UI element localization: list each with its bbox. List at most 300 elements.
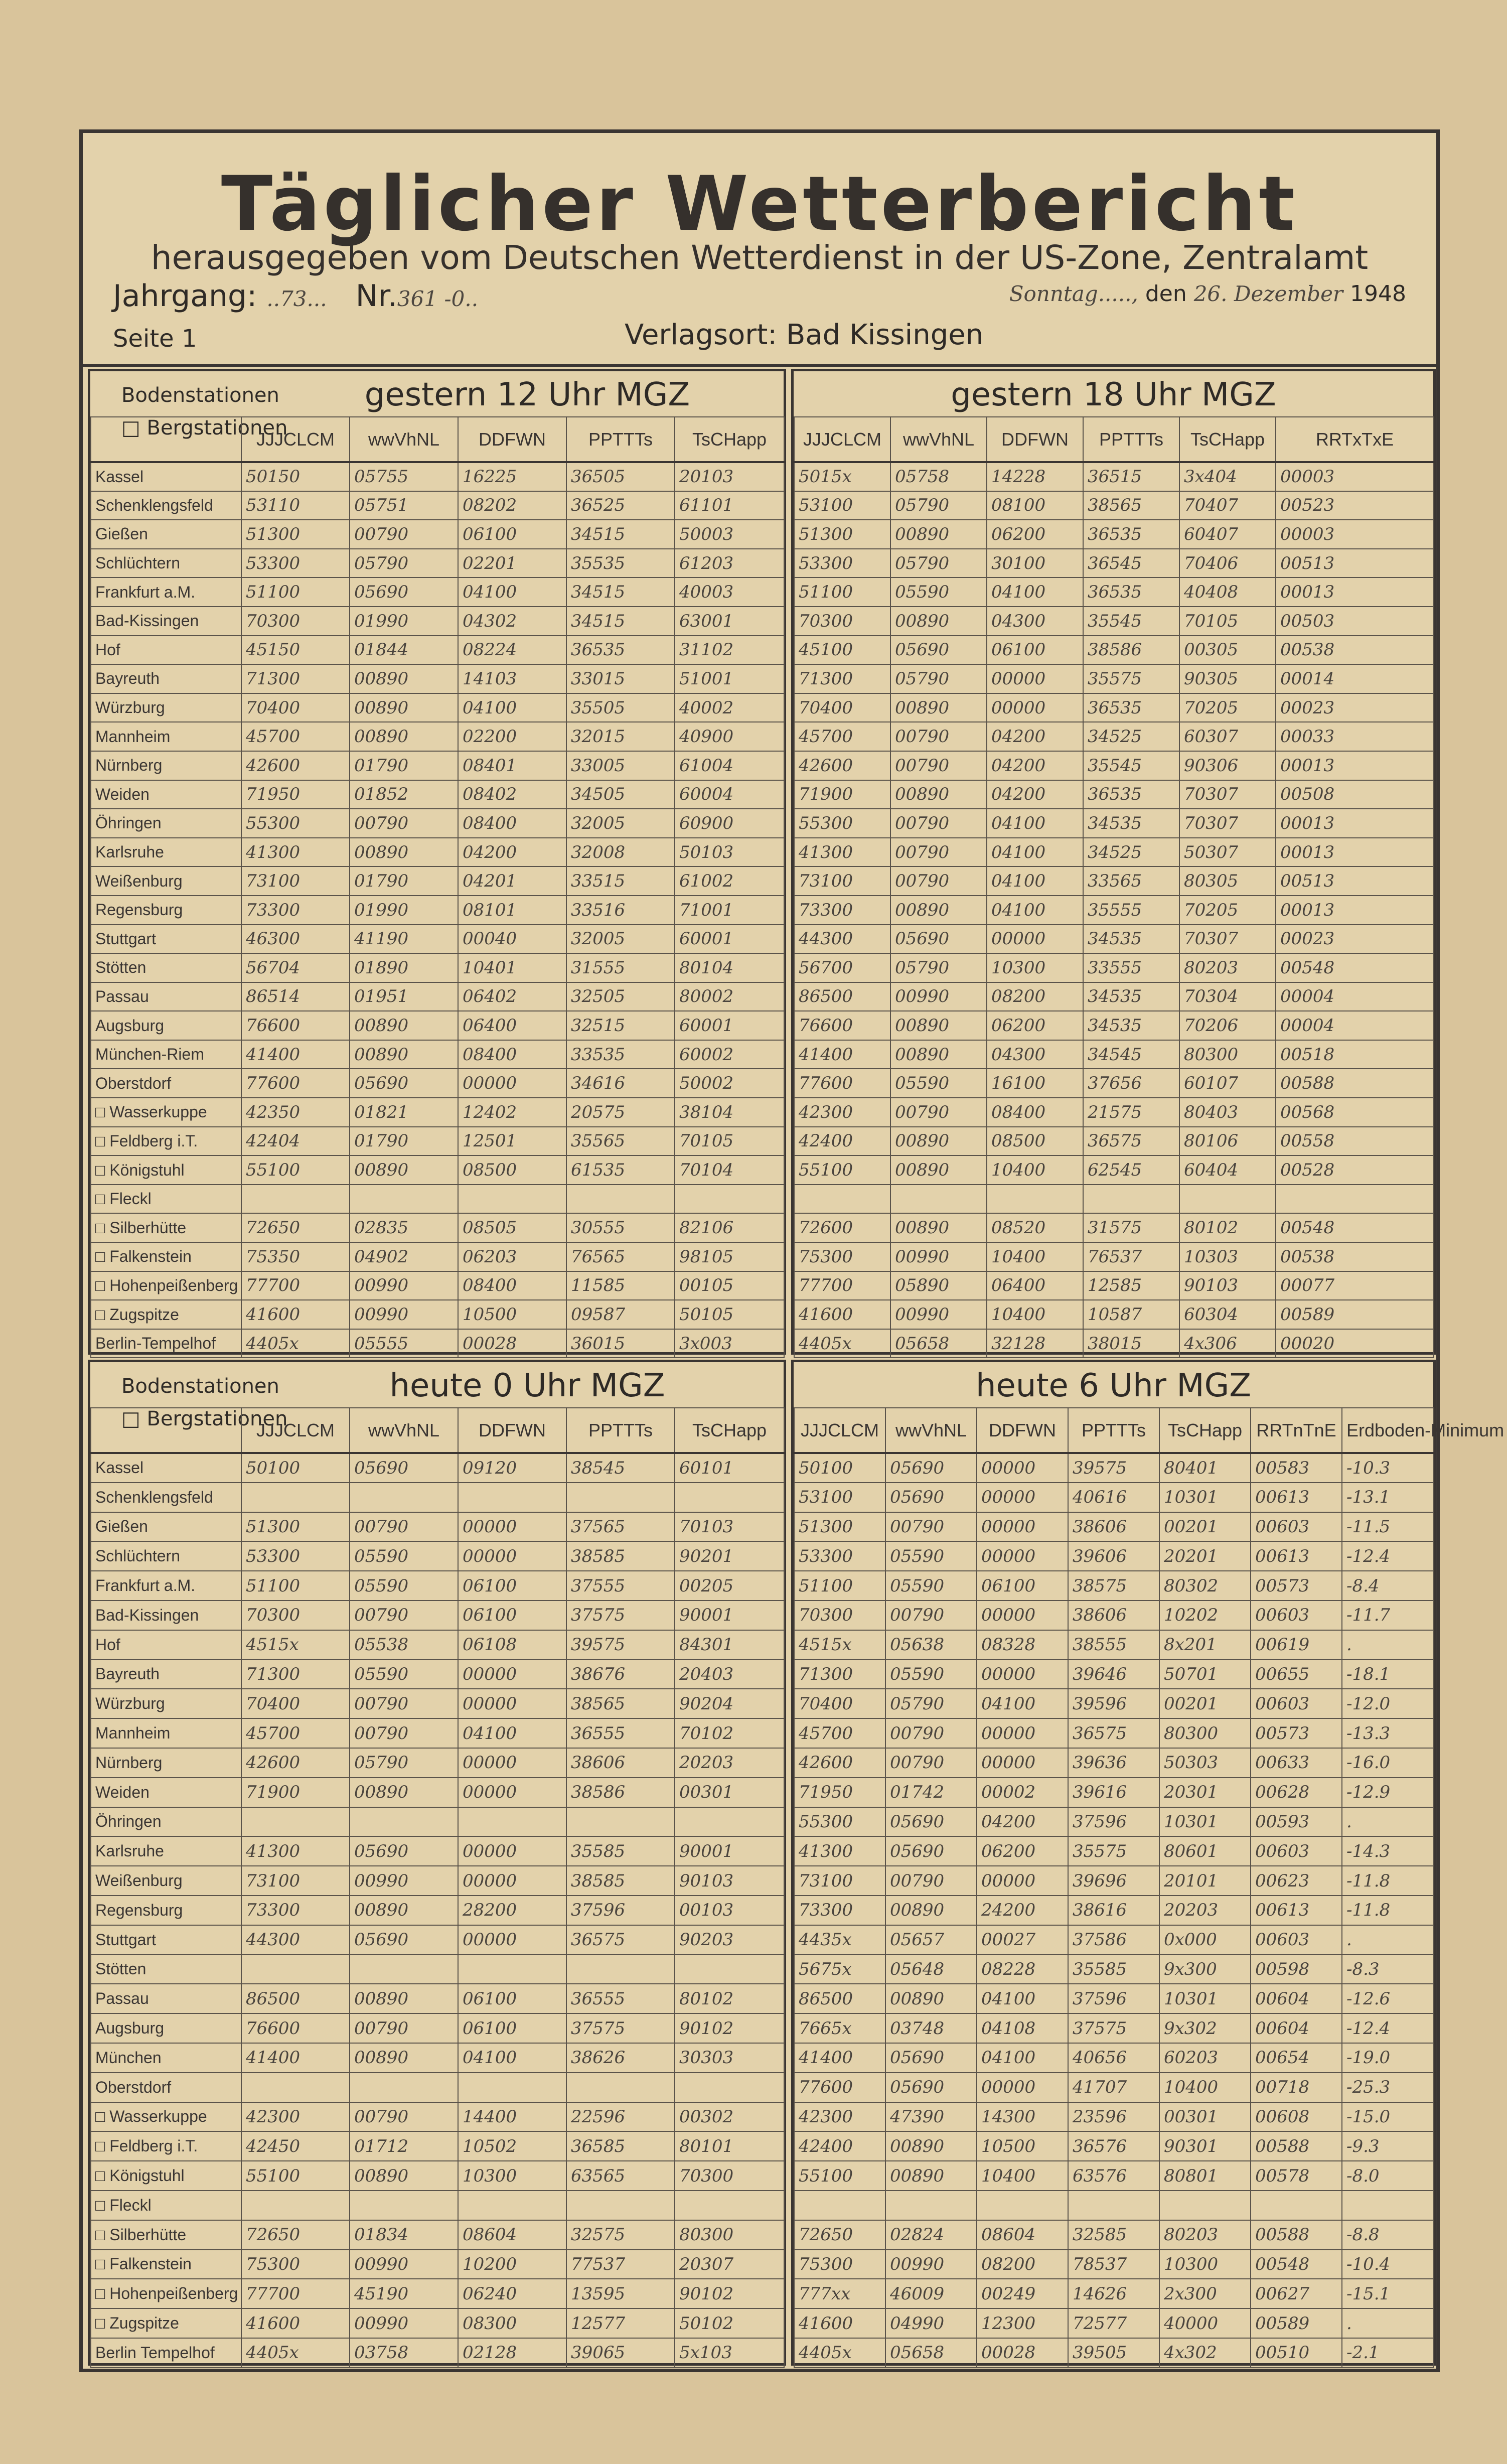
data-cell: 00603 bbox=[1251, 1836, 1342, 1866]
data-cell: -11.8 bbox=[1342, 1896, 1434, 1925]
data-cell: 5015x bbox=[794, 462, 890, 491]
table-row bbox=[794, 1541, 1434, 1571]
data-cell: 31555 bbox=[566, 953, 675, 982]
data-cell: 32005 bbox=[566, 925, 675, 954]
data-cell: 00027 bbox=[977, 1925, 1068, 1955]
data-cell: 40616 bbox=[1068, 1483, 1159, 1512]
data-cell: 05790 bbox=[890, 491, 987, 520]
data-cell: 70407 bbox=[1179, 491, 1276, 520]
jahrgang-line bbox=[113, 278, 478, 314]
data-cell: 22596 bbox=[566, 2102, 675, 2132]
station-header-cell bbox=[91, 417, 241, 462]
table-row bbox=[794, 722, 1434, 751]
table-row bbox=[91, 2191, 784, 2220]
data-cell: 10300 bbox=[458, 2161, 566, 2191]
data-cell: 06100 bbox=[987, 636, 1083, 665]
data-cell: 61004 bbox=[675, 751, 784, 780]
table-row bbox=[794, 1127, 1434, 1156]
data-cell: 08520 bbox=[987, 1213, 1083, 1242]
data-cell: 45700 bbox=[241, 722, 350, 751]
data-cell: 01852 bbox=[350, 780, 458, 809]
data-cell: 53100 bbox=[794, 1483, 885, 1512]
data-cell: 00023 bbox=[1276, 693, 1434, 722]
station-name: Bad-Kissingen bbox=[91, 607, 241, 636]
table-row bbox=[91, 1836, 784, 1866]
data-cell bbox=[987, 1185, 1083, 1214]
data-cell: -15.1 bbox=[1342, 2279, 1434, 2308]
table-row bbox=[794, 1069, 1434, 1098]
data-cell: 00790 bbox=[885, 1748, 977, 1778]
data-cell: 00000 bbox=[977, 1483, 1068, 1512]
data-cell: 05790 bbox=[350, 549, 458, 578]
data-cell: 00077 bbox=[1276, 1271, 1434, 1300]
data-cell: 41400 bbox=[241, 2043, 350, 2073]
data-cell: 5x103 bbox=[675, 2338, 784, 2368]
data-cell bbox=[1159, 2191, 1251, 2220]
data-cell: 10401 bbox=[458, 953, 566, 982]
table-row bbox=[794, 1630, 1434, 1660]
station-name: □ Königstuhl bbox=[91, 1155, 241, 1185]
data-cell bbox=[1179, 1185, 1276, 1214]
data-cell: 50103 bbox=[675, 838, 784, 867]
data-cell: -12.9 bbox=[1342, 1778, 1434, 1807]
data-cell bbox=[350, 2191, 458, 2220]
data-cell: 09120 bbox=[458, 1453, 566, 1483]
table-row bbox=[91, 636, 784, 665]
data-cell: 03748 bbox=[885, 2013, 977, 2043]
data-cell: 00890 bbox=[350, 1778, 458, 1807]
table-row bbox=[91, 2308, 784, 2338]
data-cell: 36575 bbox=[1068, 1718, 1159, 1748]
data-cell: -9.3 bbox=[1342, 2131, 1434, 2161]
data-cell: 53100 bbox=[794, 491, 890, 520]
data-cell: 04100 bbox=[987, 577, 1083, 607]
station-name: Öhringen bbox=[91, 809, 241, 838]
data-cell: 05690 bbox=[885, 2073, 977, 2102]
data-cell: 34616 bbox=[566, 1069, 675, 1098]
data-cell: 42350 bbox=[241, 1098, 350, 1127]
data-cell: 45700 bbox=[794, 1718, 885, 1748]
data-cell: 00890 bbox=[890, 1213, 987, 1242]
data-cell: 36585 bbox=[566, 2131, 675, 2161]
data-cell: 3x404 bbox=[1179, 462, 1276, 491]
data-cell: 36575 bbox=[1083, 1127, 1179, 1156]
data-cell: 34535 bbox=[1083, 925, 1179, 954]
data-cell: 37586 bbox=[1068, 1925, 1159, 1955]
data-cell: 08402 bbox=[458, 780, 566, 809]
table-row bbox=[794, 491, 1434, 520]
table-row bbox=[794, 982, 1434, 1011]
data-cell: 42400 bbox=[794, 1127, 890, 1156]
table-row bbox=[91, 2338, 784, 2368]
table-row bbox=[91, 1483, 784, 1512]
data-cell: 05690 bbox=[890, 925, 987, 954]
data-cell: 37596 bbox=[1068, 1984, 1159, 2013]
data-cell: 41300 bbox=[794, 838, 890, 867]
data-cell: 70105 bbox=[675, 1127, 784, 1156]
data-cell: 20403 bbox=[675, 1660, 784, 1689]
station-name: Weißenburg bbox=[91, 866, 241, 896]
data-cell: 56700 bbox=[794, 953, 890, 982]
table-row bbox=[91, 953, 784, 982]
data-cell: 41600 bbox=[241, 1300, 350, 1329]
station-name: Regensburg bbox=[91, 896, 241, 925]
year-value: 1948 bbox=[1350, 281, 1406, 307]
data-cell: 06100 bbox=[458, 1601, 566, 1630]
data-cell: 61101 bbox=[675, 491, 784, 520]
data-cell: 70307 bbox=[1179, 925, 1276, 954]
data-cell: 75300 bbox=[794, 2250, 885, 2279]
data-cell: 08500 bbox=[987, 1127, 1083, 1156]
data-cell bbox=[890, 1185, 987, 1214]
data-cell: 34535 bbox=[1083, 982, 1179, 1011]
data-cell: -25.3 bbox=[1342, 2073, 1434, 2102]
data-cell: 36535 bbox=[1083, 693, 1179, 722]
data-cell: 00990 bbox=[350, 1271, 458, 1300]
data-cell: 36576 bbox=[1068, 2131, 1159, 2161]
data-cell: 50701 bbox=[1159, 1660, 1251, 1689]
data-cell: 5675x bbox=[794, 1955, 885, 1984]
data-cell: 60304 bbox=[1179, 1300, 1276, 1329]
data-cell: 60002 bbox=[675, 1040, 784, 1069]
data-cell: 00603 bbox=[1251, 1512, 1342, 1542]
data-cell: 04990 bbox=[885, 2308, 977, 2338]
data-cell: 00249 bbox=[977, 2279, 1068, 2308]
table-row bbox=[91, 1896, 784, 1925]
data-cell: 08500 bbox=[458, 1155, 566, 1185]
data-cell: -8.8 bbox=[1342, 2220, 1434, 2250]
data-cell bbox=[458, 1483, 566, 1512]
data-cell: 90102 bbox=[675, 2013, 784, 2043]
data-cell: 05590 bbox=[350, 1571, 458, 1601]
data-cell: 00890 bbox=[350, 2161, 458, 2191]
data-cell: 04108 bbox=[977, 2013, 1068, 2043]
data-cell: 84301 bbox=[675, 1630, 784, 1660]
data-cell: 70300 bbox=[675, 2161, 784, 2191]
data-cell: 37575 bbox=[566, 2013, 675, 2043]
data-cell: 63576 bbox=[1068, 2161, 1159, 2191]
data-cell: 44300 bbox=[241, 1925, 350, 1955]
data-cell: 32585 bbox=[1068, 2220, 1159, 2250]
data-cell: 60101 bbox=[675, 1453, 784, 1483]
data-cell: -11.8 bbox=[1342, 1866, 1434, 1896]
table-row bbox=[794, 809, 1434, 838]
data-cell: 05690 bbox=[350, 1925, 458, 1955]
data-cell: 42400 bbox=[794, 2131, 885, 2161]
data-cell: 10400 bbox=[987, 1242, 1083, 1271]
date-line bbox=[1009, 281, 1406, 307]
data-cell: 00790 bbox=[350, 1512, 458, 1542]
data-cell: 42300 bbox=[241, 2102, 350, 2132]
table-row bbox=[91, 1984, 784, 2013]
table-row bbox=[794, 896, 1434, 925]
data-cell: 00538 bbox=[1276, 636, 1434, 665]
station-name: Schenklengsfeld bbox=[91, 491, 241, 520]
data-cell: 00790 bbox=[885, 1718, 977, 1748]
data-cell: 76600 bbox=[241, 2013, 350, 2043]
data-cell: 00990 bbox=[350, 2308, 458, 2338]
station-name: Regensburg bbox=[91, 1896, 241, 1925]
data-cell: 00890 bbox=[890, 693, 987, 722]
station-name: Passau bbox=[91, 1984, 241, 2013]
data-cell: -8.3 bbox=[1342, 1955, 1434, 1984]
data-cell: 70205 bbox=[1179, 896, 1276, 925]
data-cell: 36505 bbox=[566, 462, 675, 491]
data-cell: 20201 bbox=[1159, 1541, 1251, 1571]
table-row bbox=[794, 1213, 1434, 1242]
data-cell: 37596 bbox=[1068, 1807, 1159, 1837]
data-cell: 41600 bbox=[794, 2308, 885, 2338]
report-title: Täglicher Wetterbericht bbox=[221, 161, 1298, 248]
data-cell: 39065 bbox=[566, 2338, 675, 2368]
data-cell: 00583 bbox=[1251, 1453, 1342, 1483]
table-gestern-12 bbox=[90, 416, 785, 1358]
data-cell: 00205 bbox=[675, 1571, 784, 1601]
data-cell: 00503 bbox=[1276, 607, 1434, 636]
table-row bbox=[91, 1748, 784, 1778]
data-cell: 00604 bbox=[1251, 1984, 1342, 2013]
data-cell: 00000 bbox=[987, 693, 1083, 722]
data-cell: 72650 bbox=[241, 1213, 350, 1242]
data-cell: 42300 bbox=[794, 1098, 890, 1127]
data-cell: 00013 bbox=[1276, 751, 1434, 780]
data-cell: 37575 bbox=[566, 1601, 675, 1630]
data-cell: 34535 bbox=[1083, 1011, 1179, 1040]
data-cell: 00000 bbox=[458, 1866, 566, 1896]
data-cell: 30303 bbox=[675, 2043, 784, 2073]
data-cell: 04902 bbox=[350, 1242, 458, 1271]
data-cell: 80801 bbox=[1159, 2161, 1251, 2191]
data-cell: 55100 bbox=[794, 1155, 890, 1185]
panel-title-gestern-12: gestern 12 Uhr MGZ bbox=[364, 376, 690, 413]
data-cell: 73100 bbox=[794, 1866, 885, 1896]
data-cell: 38676 bbox=[566, 1660, 675, 1689]
data-cell: 77600 bbox=[794, 1069, 890, 1098]
data-cell: 90103 bbox=[675, 1866, 784, 1896]
data-cell: 70300 bbox=[241, 1601, 350, 1630]
data-cell: 11585 bbox=[566, 1271, 675, 1300]
table-row bbox=[91, 607, 784, 636]
data-cell: 70104 bbox=[675, 1155, 784, 1185]
data-cell: 98105 bbox=[675, 1242, 784, 1271]
table-row bbox=[794, 1040, 1434, 1069]
table-row bbox=[91, 866, 784, 896]
data-cell: 70103 bbox=[675, 1512, 784, 1542]
data-cell: 00890 bbox=[890, 607, 987, 636]
data-cell: 08100 bbox=[987, 491, 1083, 520]
data-cell: 08400 bbox=[458, 809, 566, 838]
data-cell: 70102 bbox=[675, 1718, 784, 1748]
table-row bbox=[794, 1718, 1434, 1748]
data-cell bbox=[566, 1955, 675, 1984]
data-cell: 80300 bbox=[675, 2220, 784, 2250]
data-cell: 00588 bbox=[1251, 2131, 1342, 2161]
station-name: Frankfurt a.M. bbox=[91, 1571, 241, 1601]
column-header: TsCHapp bbox=[675, 417, 784, 462]
data-cell: 00604 bbox=[1251, 2013, 1342, 2043]
data-cell bbox=[885, 2191, 977, 2220]
data-cell: 04100 bbox=[987, 896, 1083, 925]
data-cell: 71300 bbox=[241, 664, 350, 693]
data-cell bbox=[675, 1483, 784, 1512]
station-name: Stuttgart bbox=[91, 1925, 241, 1955]
data-cell: 71001 bbox=[675, 896, 784, 925]
data-cell: 78537 bbox=[1068, 2250, 1159, 2279]
data-cell: 08228 bbox=[977, 1955, 1068, 1984]
panel-title-gestern-18: gestern 18 Uhr MGZ bbox=[951, 376, 1276, 413]
data-cell: 00603 bbox=[1251, 1601, 1342, 1630]
data-cell: 20101 bbox=[1159, 1866, 1251, 1896]
data-cell: 70300 bbox=[794, 607, 890, 636]
table-row bbox=[91, 1040, 784, 1069]
data-cell: 70400 bbox=[241, 1689, 350, 1718]
data-cell: 50150 bbox=[241, 462, 350, 491]
data-cell: 90301 bbox=[1159, 2131, 1251, 2161]
data-cell: 05590 bbox=[350, 1660, 458, 1689]
data-cell: 10301 bbox=[1159, 1483, 1251, 1512]
table-row bbox=[91, 809, 784, 838]
data-cell: 06100 bbox=[458, 1571, 566, 1601]
data-cell: 61203 bbox=[675, 549, 784, 578]
weather-report-sheet bbox=[79, 129, 1504, 2372]
bodenstationen-label: Bodenstationen bbox=[121, 384, 279, 407]
data-cell: 00790 bbox=[890, 809, 987, 838]
data-cell: 41300 bbox=[241, 1836, 350, 1866]
data-cell: 60107 bbox=[1179, 1069, 1276, 1098]
table-row bbox=[91, 2043, 784, 2073]
data-cell: 04100 bbox=[458, 2043, 566, 2073]
data-cell: 90306 bbox=[1179, 751, 1276, 780]
data-cell: 00890 bbox=[890, 1040, 987, 1069]
data-cell: 05755 bbox=[350, 462, 458, 491]
data-cell: 00890 bbox=[350, 1896, 458, 1925]
table-row bbox=[794, 664, 1434, 693]
data-cell: 32015 bbox=[566, 722, 675, 751]
jahrgang-label: Jahrgang: bbox=[113, 278, 257, 314]
station-name: Mannheim bbox=[91, 1718, 241, 1748]
data-cell: 35555 bbox=[1083, 896, 1179, 925]
table-row bbox=[794, 1778, 1434, 1807]
data-cell: . bbox=[1342, 2308, 1434, 2338]
data-cell: 00790 bbox=[350, 809, 458, 838]
data-cell: 38586 bbox=[566, 1778, 675, 1807]
data-cell: 4435x bbox=[794, 1925, 885, 1955]
table-row bbox=[794, 1660, 1434, 1689]
data-cell: 63565 bbox=[566, 2161, 675, 2191]
data-cell: 00003 bbox=[1276, 520, 1434, 549]
data-cell: 23596 bbox=[1068, 2102, 1159, 2132]
data-cell: 04300 bbox=[987, 607, 1083, 636]
table-row bbox=[794, 1689, 1434, 1718]
table-row bbox=[91, 780, 784, 809]
bodenstationen-label-lower: Bodenstationen bbox=[121, 1375, 279, 1398]
data-cell: 00004 bbox=[1276, 1011, 1434, 1040]
data-cell: 42600 bbox=[794, 751, 890, 780]
data-cell: 05590 bbox=[350, 1541, 458, 1571]
data-cell: 10200 bbox=[458, 2250, 566, 2279]
data-cell: 00990 bbox=[890, 1242, 987, 1271]
column-header: PPTTTs bbox=[1068, 1408, 1159, 1453]
data-cell: 39606 bbox=[1068, 1541, 1159, 1571]
data-cell: 05690 bbox=[885, 1836, 977, 1866]
data-cell: 00890 bbox=[885, 1984, 977, 2013]
data-cell: 9x302 bbox=[1159, 2013, 1251, 2043]
data-cell: 04100 bbox=[458, 577, 566, 607]
data-cell: 05590 bbox=[885, 1571, 977, 1601]
data-cell: 00000 bbox=[977, 1866, 1068, 1896]
data-cell: 09587 bbox=[566, 1300, 675, 1329]
data-cell: 04100 bbox=[987, 809, 1083, 838]
data-cell bbox=[794, 1185, 890, 1214]
data-cell: 04100 bbox=[977, 1689, 1068, 1718]
data-cell: -8.4 bbox=[1342, 1571, 1434, 1601]
data-cell: 33515 bbox=[566, 866, 675, 896]
station-name: □ Feldberg i.T. bbox=[91, 2131, 241, 2161]
data-cell: 00028 bbox=[977, 2338, 1068, 2368]
data-cell: -2.1 bbox=[1342, 2338, 1434, 2368]
data-cell: 34525 bbox=[1083, 838, 1179, 867]
data-cell: 33516 bbox=[566, 896, 675, 925]
data-cell: 73300 bbox=[241, 1896, 350, 1925]
data-cell: 06200 bbox=[987, 520, 1083, 549]
station-name: Schlüchtern bbox=[91, 1541, 241, 1571]
data-cell: 02201 bbox=[458, 549, 566, 578]
table-row bbox=[91, 693, 784, 722]
table-row bbox=[794, 1512, 1434, 1542]
data-cell: 00603 bbox=[1251, 1925, 1342, 1955]
data-cell: . bbox=[1342, 1807, 1434, 1837]
data-cell: 00513 bbox=[1276, 549, 1434, 578]
data-cell: 42404 bbox=[241, 1127, 350, 1156]
data-cell: 00608 bbox=[1251, 2102, 1342, 2132]
data-cell: 50100 bbox=[241, 1453, 350, 1483]
data-cell: 05690 bbox=[890, 636, 987, 665]
data-cell: 00000 bbox=[458, 1748, 566, 1778]
data-cell: 4405x bbox=[794, 1329, 890, 1358]
data-cell: 73100 bbox=[241, 866, 350, 896]
data-cell: 05555 bbox=[350, 1329, 458, 1358]
data-cell: 00790 bbox=[350, 1718, 458, 1748]
data-cell: 00598 bbox=[1251, 1955, 1342, 1984]
column-header-row bbox=[794, 1408, 1434, 1453]
table-row bbox=[91, 1512, 784, 1542]
data-cell: 38104 bbox=[675, 1098, 784, 1127]
data-cell: 04100 bbox=[458, 1718, 566, 1748]
data-cell: 36535 bbox=[1083, 577, 1179, 607]
data-cell: 00790 bbox=[890, 866, 987, 896]
data-cell: 12585 bbox=[1083, 1271, 1179, 1300]
data-cell: 37656 bbox=[1083, 1069, 1179, 1098]
data-cell: 00890 bbox=[350, 1040, 458, 1069]
table-row bbox=[91, 2013, 784, 2043]
data-cell: 73100 bbox=[794, 866, 890, 896]
data-cell: 16100 bbox=[987, 1069, 1083, 1098]
data-cell: 05790 bbox=[350, 1748, 458, 1778]
data-cell: 06402 bbox=[458, 982, 566, 1011]
nr-value: 361 -0.. bbox=[397, 286, 479, 311]
data-cell: 00000 bbox=[977, 1660, 1068, 1689]
data-cell: 05690 bbox=[350, 1836, 458, 1866]
data-cell: 38586 bbox=[1083, 636, 1179, 665]
table-row bbox=[794, 953, 1434, 982]
station-name: Berlin-Tempelhof bbox=[91, 1329, 241, 1358]
data-cell bbox=[566, 1185, 675, 1214]
data-cell: 01742 bbox=[885, 1778, 977, 1807]
data-cell: 02200 bbox=[458, 722, 566, 751]
data-cell: 00538 bbox=[1276, 1242, 1434, 1271]
station-name: Mannheim bbox=[91, 722, 241, 751]
table-row bbox=[91, 1069, 784, 1098]
